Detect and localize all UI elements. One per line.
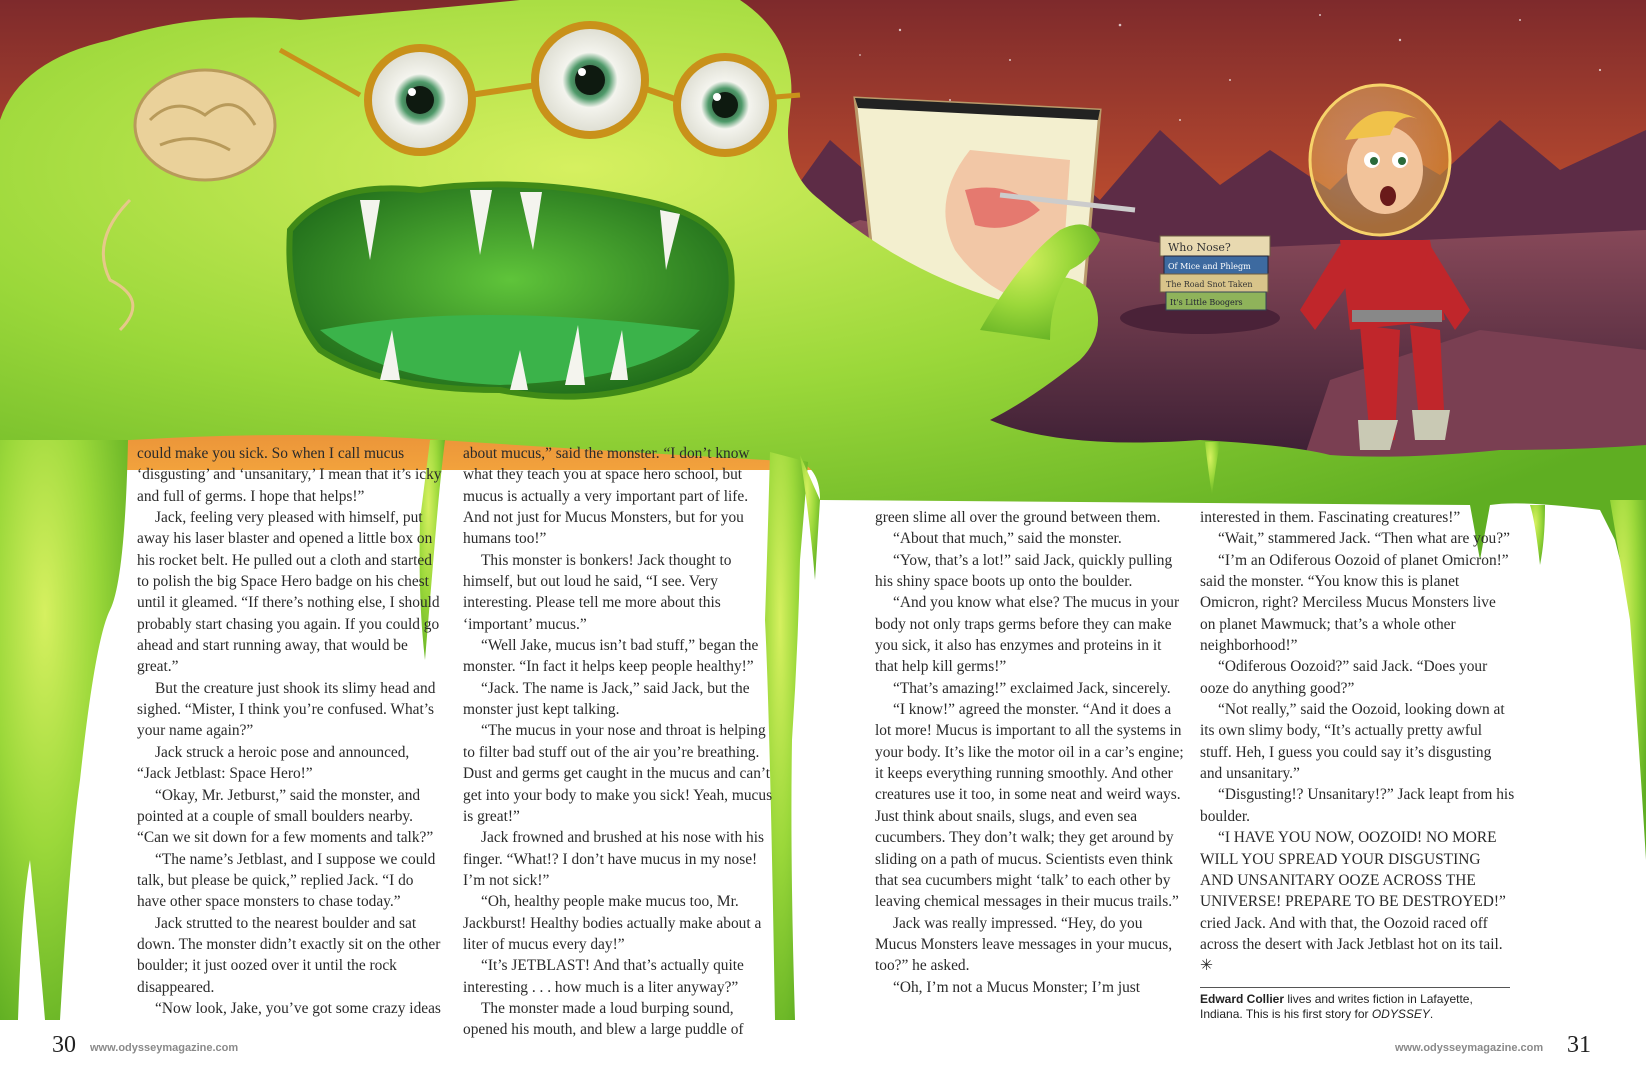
story-paragraph: Jack, feeling very pleased with himself, put away his laser blaster and opened a little box on his rocket belt. He pulled out a cloth and started to polish the big Space Hero badge on his chest until it gleamed. “If there’s nothing else, I should probably start chasing you again. If you could go ahead and start running away, that would be great.”: [137, 509, 440, 676]
story-paragraph: “It’s JETBLAST! And that’s actually quite interesting . . . how much is a liter anyway?”: [463, 957, 744, 996]
story-paragraph: “Jack. The name is Jack,” said Jack, but the monster just kept talking.: [463, 679, 750, 719]
story-column-3: [875, 507, 1185, 998]
story-paragraph: Jack was really impressed. “Hey, do you Mucus Monsters leave messages in your mucus, too?” he asked.: [875, 914, 1173, 975]
story-paragraph: “I HAVE YOU NOW, OOZOID! NO MORE WILL YOU SPREAD YOUR DISGUSTING AND UNSANITARY OOZE ACROSS THE UNIVERSE! PREPARE TO BE DESTROYED!” cried Jack. And with that, the Oozoid raced off across the desert with Jack Jetblast hot on its tail. ✳: [1200, 829, 1506, 975]
story-paragraph: “Yow, that’s a lot!” said Jack, quickly pulling his shiny space boots up onto the boulder.: [875, 551, 1173, 591]
story-column-1: [137, 443, 442, 1019]
story-paragraph: “Not really,” said the Oozoid, looking down at its own slimy body, “It’s actually pretty awful stuff. Heh, I guess you could say it’s disgusting and unsanitary.”: [1200, 701, 1505, 783]
story-paragraph: “About that much,” said the monster.: [893, 530, 1122, 548]
magazine-url-right[interactable]: www.odysseymagazine.com: [1395, 1042, 1544, 1054]
story-paragraph: “Odiferous Oozoid?” said Jack. “Does your ooze do anything good?”: [1200, 658, 1488, 697]
book-title-2: Of Mice and Phlegm: [1168, 262, 1251, 271]
story-paragraph: could make you sick. So when I call mucus ‘disgusting’ and ‘unsanitary,’ I mean that it’s icky and full of germs. I hope that helps!”: [137, 445, 442, 505]
magazine-name: ODYSSEY: [1371, 1007, 1430, 1021]
story-paragraph: But the creature just shook its slimy head and sighed. “Mister, I think you’re confused. What’s your name again?”: [137, 679, 436, 740]
story-paragraph: “Well Jake, mucus isn’t bad stuff,” began the monster. “In fact it helps keep people healthy!”: [463, 637, 759, 676]
story-paragraph: This monster is bonkers! Jack thought to himself, but out loud he said, “I see. Very interesting. Please tell me more about this ‘important’ mucus.”: [463, 551, 732, 633]
book-title-1: Who Nose?: [1168, 241, 1231, 254]
story-paragraph: “Now look, Jake, you’ve got some crazy ideas: [155, 999, 441, 1017]
author-bio-end: .: [1429, 1007, 1434, 1021]
story-paragraph: interested in them. Fascinating creatures!”: [1200, 509, 1461, 526]
story-column-4: [1200, 507, 1515, 977]
story-paragraph: “Oh, I’m not a Mucus Monster; I’m just: [893, 978, 1141, 996]
story-paragraph: “Oh, healthy people make mucus too, Mr. Jackburst! Healthy bodies actually make about a liter of mucus every day!”: [463, 893, 762, 953]
story-paragraph: “Okay, Mr. Jetburst,” said the monster, and pointed at a couple of small boulders nearby. “Can we sit down for a few moments and talk?”: [137, 786, 434, 847]
book-title-3: The Road Snot Taken: [1166, 280, 1253, 289]
story-paragraph: Jack struck a heroic pose and announced, “Jack Jetblast: Space Hero!”: [137, 743, 410, 783]
magazine-url-left[interactable]: www.odysseymagazine.com: [90, 1042, 239, 1054]
story-paragraph: Jack frowned and brushed at his nose with his finger. “What!? I don’t have mucus in my nose! I’m not sick!”: [463, 829, 764, 889]
story-paragraph: “That’s amazing!” exclaimed Jack, sincerely.: [893, 679, 1171, 697]
author-bio-text: lives and writes fiction in Lafayette, Indiana. This is his first story for: [1200, 992, 1473, 1021]
story-paragraph: “The name’s Jetblast, and I suppose we could talk, but please be quick,” replied Jack. “I do have other space monsters to chase today.”: [137, 850, 436, 911]
page-number-left: 30: [52, 1032, 76, 1058]
story-paragraph: “Wait,” stammered Jack. “Then what are you?”: [1218, 530, 1510, 548]
story-paragraph: Jack strutted to the nearest boulder and sat down. The monster didn’t exactly sit on the other boulder; it just oozed over it until the rock disappeared.: [137, 914, 441, 996]
story-paragraph: “The mucus in your nose and throat is helping to filter bad stuff out of the air you’re breathing. Dust and germs get caught in the mucus and can’t get into your body to make you sick! Yeah, mucus is great!”: [463, 722, 773, 825]
story-column-2: [463, 443, 775, 1041]
story-paragraph: “And you know what else? The mucus in your body not only traps germs before they can make you sick, it also has enzymes and proteins in it that help kill germs!”: [875, 594, 1180, 676]
story-paragraph: “I’m an Odiferous Oozoid of planet Omicron!” said the monster. “You know this is planet Omicron, right? Merciless Mucus Monsters live on planet Mawmuck; that’s a whole other neighborhood!”: [1200, 551, 1509, 655]
story-paragraph: about mucus,” said the monster. “I don’t know what they teach you at space hero school, but mucus is actually a very important part of life. And not just for Mucus Monsters, but for you humans too!”: [463, 445, 750, 548]
book-title-4: It's Little Boogers: [1170, 298, 1243, 307]
page-number-right: 31: [1567, 1032, 1591, 1058]
story-paragraph: “I know!” agreed the monster. “And it does a lot more! Mucus is important to all the systems in your body. It’s like the motor oil in a car’s engine; it keeps everything running smoothly. And other creatures use it too, in some neat and weird ways. Just think about snails, slugs, and even sea cucumbers. They don’t walk; they get around by sliding on a path of mucus. Scientists even think that sea cucumbers might ‘talk’ to each other by leaving chemical messages in their mucus trails.”: [875, 701, 1184, 911]
story-paragraph: The monster made a loud burping sound, opened his mouth, and blew a large puddle of: [463, 999, 744, 1039]
story-paragraph: green slime all over the ground between them.: [875, 509, 1161, 526]
author-bio: [1200, 987, 1510, 1022]
author-name: Edward Collier: [1200, 992, 1285, 1006]
story-paragraph: “Disgusting!? Unsanitary!?” Jack leapt from his boulder.: [1200, 786, 1515, 825]
